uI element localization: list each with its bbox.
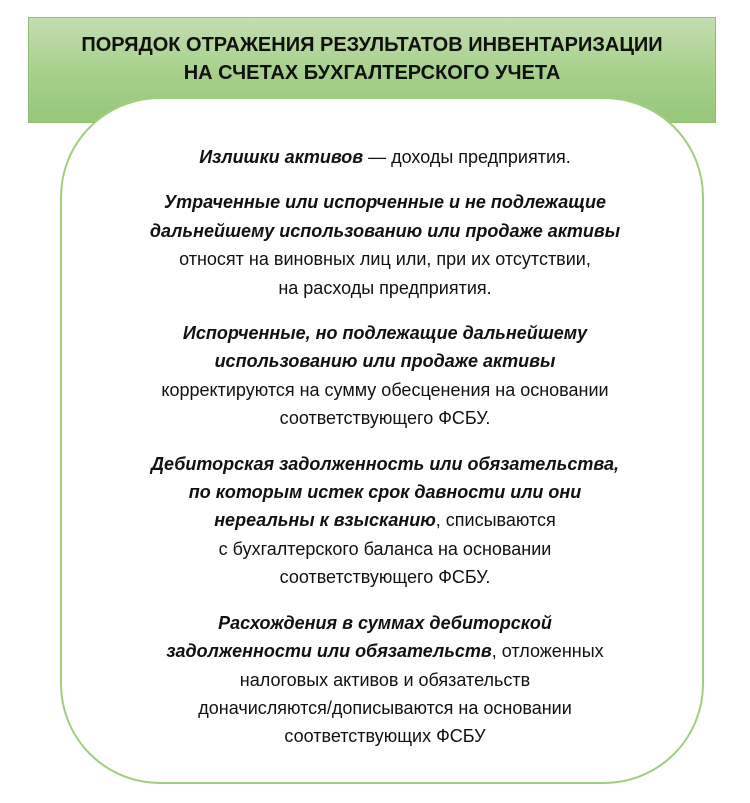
item-lost-assets [130, 188, 640, 302]
item-emphasis: задолженности или обязательств [166, 641, 492, 662]
item-emphasis: Утраченные или испорченные и не подлежащие [163, 192, 607, 213]
header-title [28, 31, 716, 87]
item-text: относят на виновных лиц или, при их отсутствии, [179, 249, 591, 270]
item-text: соответствующего ФСБУ. [279, 567, 491, 588]
item-discrepancies [130, 609, 640, 751]
header-title-line2: НА СЧЕТАХ БУХГАЛТЕРСКОГО УЧЕТА [183, 62, 561, 84]
item-text: с бухгалтерского баланса на основании [218, 538, 552, 559]
item-text: , отложенных [491, 641, 604, 662]
item-text: соответствующих ФСБУ [284, 726, 486, 747]
item-emphasis: Испорченные, но подлежащие дальнейшему [182, 323, 588, 344]
item-emphasis: нереальны к взысканию [214, 510, 436, 531]
item-text: доначисляются/дописываются на основании [198, 697, 572, 718]
item-emphasis: использованию или продаже активы [214, 351, 556, 372]
item-emphasis: Излишки активов [199, 147, 364, 167]
item-text: корректируются на сумму обесценения на основании [161, 379, 609, 400]
item-damaged-assets [130, 319, 640, 433]
item-text: соответствующего ФСБУ. [279, 408, 491, 429]
content-text [130, 143, 640, 768]
item-text: на расходы предприятия. [278, 277, 492, 298]
item-text: налоговых активов и обязательств [239, 669, 531, 690]
header-title-line1: ПОРЯДОК ОТРАЖЕНИЯ РЕЗУЛЬТАТОВ ИНВЕНТАРИЗАЦИИ [81, 34, 663, 56]
item-text: — доходы предприятия. [363, 147, 571, 167]
item-emphasis: Расхождения в суммах дебиторской [218, 612, 552, 633]
item-emphasis: дальнейшему использованию или продаже активы [149, 220, 621, 241]
item-emphasis: по которым истек срок давности или они [188, 482, 582, 503]
item-surplus-assets [130, 143, 640, 171]
item-emphasis: Дебиторская задолженность или обязательства, [151, 453, 619, 474]
item-receivables [130, 450, 640, 592]
item-text: , списываются [435, 510, 556, 531]
